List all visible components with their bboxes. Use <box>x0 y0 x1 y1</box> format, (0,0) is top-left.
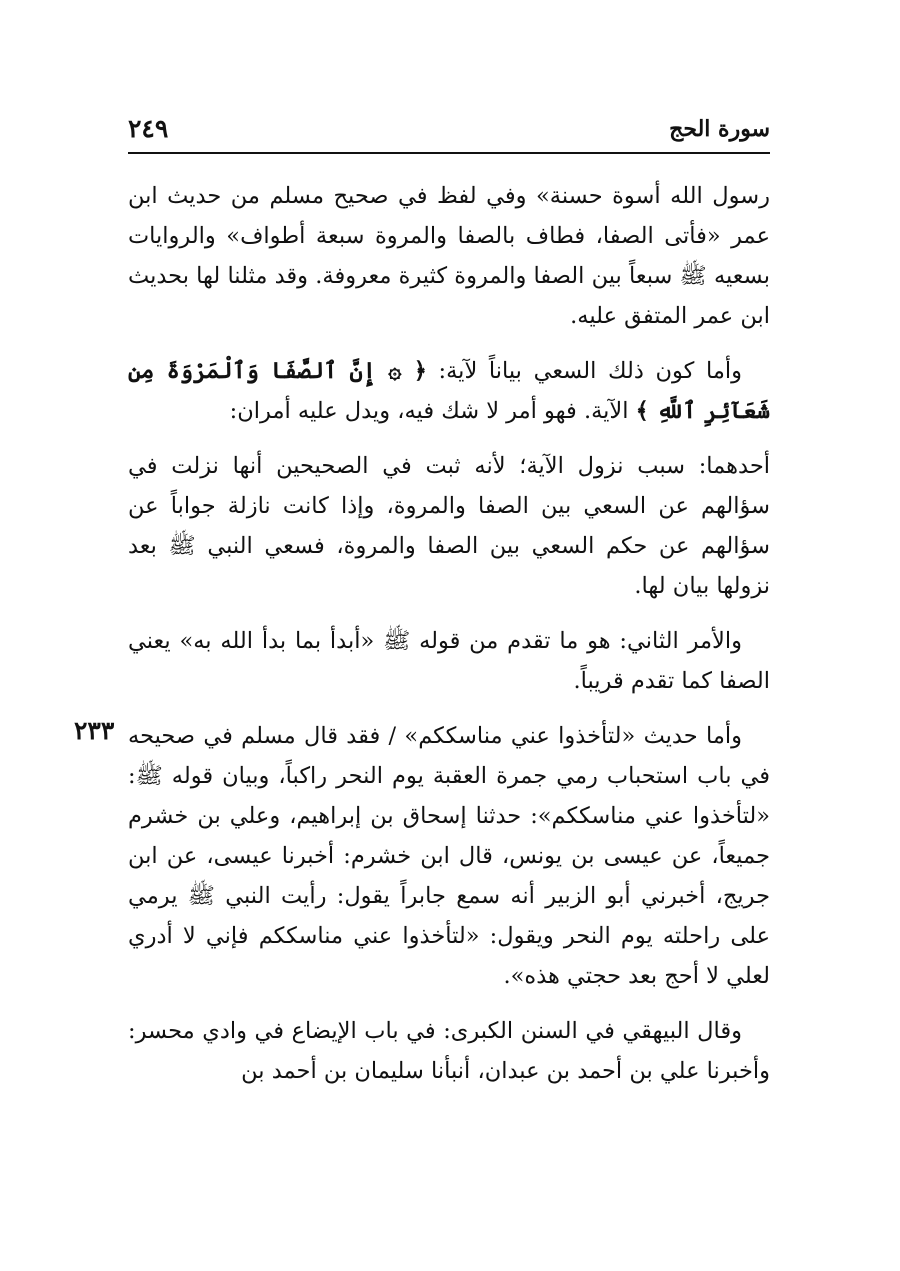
paragraph-4: والأمر الثاني: هو ما تقدم من قوله ﷺ «أبدأ بما بدأ الله به» يعني الصفا كما تقدم قريباً. <box>128 628 770 694</box>
chapter-title: سورة الحج <box>669 116 770 142</box>
paragraph-2-intro: وأما كون ذلك السعي بياناً لآية: <box>426 358 742 384</box>
paragraph-5: وأما حديث «لتأخذوا عني مناسككم» / فقد قال مسلم في صحيحه في باب استحباب رمي جمرة العقبة يوم النحر راكباً، وبيان قوله ﷺ: «لتأخذوا عني مناسككم»: حدثنا إسحاق بن إبراهيم، وعلي بن خشرم جميعاً، عن عيسى بن يونس، قال ابن خشرم: أخبرنا عيسى، عن ابن جريج، أخبرني أبو الزبير أنه سمع جابراً يقول: رأيت النبي ﷺ يرمي على راحلته يوم النحر ويقول: «لتأخذوا عني مناسككم فإني لا أدري لعلي لا أحج بعد حجتي هذه». <box>128 723 770 989</box>
book-page <box>74 108 770 1248</box>
page-number: ٢٤٩ <box>128 114 169 143</box>
paragraph-5-wrap <box>74 716 770 996</box>
paragraph-6: وقال البيهقي في السنن الكبرى: في باب الإيضاع في وادي محسر: وأخبرنا علي بن أحمد بن عبدان، أنبأنا سليمان بن أحمد بن <box>128 1018 770 1084</box>
paragraph-3: أحدهما: سبب نزول الآية؛ لأنه ثبت في الصحيحين أنها نزلت في سؤالهم عن السعي بين الصفا والمروة، وإذا كانت نازلة جواباً عن سؤالهم عن حكم السعي بين الصفا والمروة، فسعي النبي ﷺ بعد نزولها بيان لها. <box>128 453 770 599</box>
page-header <box>128 108 770 154</box>
page-body <box>74 176 770 1091</box>
paragraph-2-rest: الآية. فهو أمر لا شك فيه، ويدل عليه أمران: <box>229 398 636 424</box>
paragraph-2 <box>128 351 770 431</box>
margin-reference-number: ٢٣٣ <box>74 716 115 745</box>
quran-verse: ﴿ ۞ إِنَّ ٱلصَّفَا وَٱلْمَرْوَةَ مِن شَعَآئِرِ ٱللَّهِ ﴾ <box>128 358 770 424</box>
paragraph-1: رسول الله أسوة حسنة» وفي لفظ في صحيح مسلم من حديث ابن عمر «فأتى الصفا، فطاف بالصفا والمروة سبعة أطواف» والروايات بسعيه ﷺ سبعاً بين الصفا والمروة كثيرة معروفة. وقد مثلنا لها بحديث ابن عمر المتفق عليه. <box>128 183 770 329</box>
